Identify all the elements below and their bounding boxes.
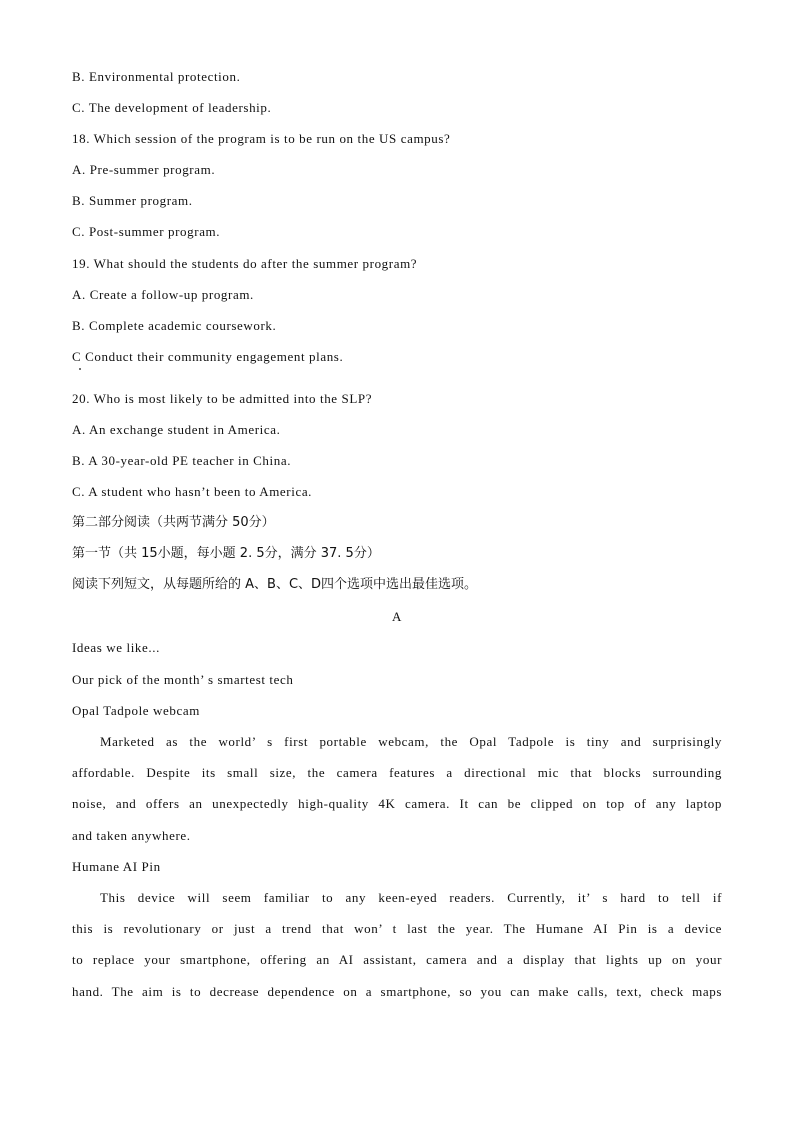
item2-line-2: this is revolutionary or just a trend that won’ t last the year. The Humane AI Pin is a device	[72, 921, 722, 936]
item2-line-4: hand. The aim is to decrease dependence on a smartphone, so you can make calls, text, check maps	[72, 984, 722, 999]
q20-option-b: B. A 30-year-old PE teacher in China.	[72, 453, 292, 468]
item1-line-2: affordable. Despite its small size, the camera features a directional mic that blocks surrounding	[72, 765, 722, 780]
q19-option-a: A. Create a follow-up program.	[72, 287, 254, 302]
q19-stem: 19. What should the students do after the summer program?	[72, 256, 418, 271]
subsection-title: 第一节（共 15小题，每小题 2. 5分，满分 37. 5分）	[72, 546, 380, 561]
passage-subheading: Our pick of the month’ s smartest tech	[72, 672, 294, 687]
q18-option-b: B. Summer program.	[72, 193, 193, 208]
q19-option-b: B. Complete academic coursework.	[72, 318, 277, 333]
passage-letter: A	[392, 609, 402, 624]
q19-option-c: C Conduct their community engagement plans.	[72, 349, 344, 364]
q20-option-c: C. A student who hasn’t been to America.	[72, 484, 313, 499]
instruction: 阅读下列短文，从每题所给的 A、B、C、D四个选项中选出最佳选项。	[72, 577, 478, 592]
stray-mark	[79, 368, 81, 370]
passage-heading: Ideas we like...	[72, 640, 160, 655]
q18-option-a: A. Pre-summer program.	[72, 162, 216, 177]
q20-stem: 20. Who is most likely to be admitted into the SLP?	[72, 391, 373, 406]
item1-title: Opal Tadpole webcam	[72, 703, 200, 718]
q18-option-c: C. Post-summer program.	[72, 224, 221, 239]
item2-title: Humane AI Pin	[72, 859, 161, 874]
item2-line-1: This device will seem familiar to any keen-eyed readers. Currently, it’ s hard to tell if	[100, 890, 722, 905]
item1-line-4: and taken anywhere.	[72, 828, 191, 843]
q18-stem: 18. Which session of the program is to be run on the US campus?	[72, 131, 451, 146]
item2-line-3: to replace your smartphone, offering an AI assistant, camera and a display that lights up on your	[72, 952, 722, 967]
item1-line-3: noise, and offers an unexpectedly high-quality 4K camera. It can be clipped on top of any laptop	[72, 796, 722, 811]
item1-line-1: Marketed as the world’ s first portable webcam, the Opal Tadpole is tiny and surprisingly	[100, 734, 722, 749]
q17-option-b: B. Environmental protection.	[72, 69, 241, 84]
q17-option-c: C. The development of leadership.	[72, 100, 272, 115]
q20-option-a: A. An exchange student in America.	[72, 422, 281, 437]
part-title: 第二部分阅读（共两节满分 50分）	[72, 515, 275, 530]
